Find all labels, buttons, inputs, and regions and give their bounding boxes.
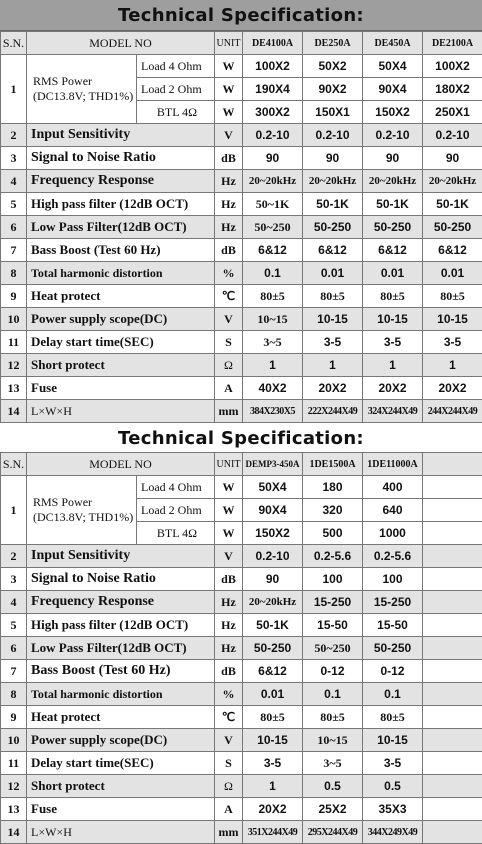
value-cell: 80±5 xyxy=(303,285,363,308)
table-row xyxy=(1,821,482,844)
load-label: BTL 4Ω xyxy=(137,101,215,124)
value-cell: 1000 xyxy=(363,522,423,545)
table-row xyxy=(1,752,482,775)
empty-cell xyxy=(423,798,482,821)
item-label: Bass Boost (Test 60 Hz) xyxy=(27,660,215,683)
value-cell: 20~20kHz xyxy=(303,170,363,193)
empty-cell xyxy=(423,545,482,568)
unit-cell: Hz xyxy=(215,637,243,660)
value-cell: 20~20kHz xyxy=(423,170,482,193)
value-cell: 6&12 xyxy=(243,660,303,683)
value-cell: 6&12 xyxy=(243,239,303,262)
sn-header: S.N. xyxy=(1,453,27,476)
table-row xyxy=(1,331,482,354)
item-label: Signal to Noise Ratio xyxy=(27,147,215,170)
value-cell: 0.5 xyxy=(303,775,363,798)
row-number: 3 xyxy=(1,568,27,591)
unit-cell: % xyxy=(215,262,243,285)
value-cell: 3~5 xyxy=(243,331,303,354)
value-cell: 3-5 xyxy=(363,331,423,354)
table-row xyxy=(1,55,482,78)
unit-cell: W xyxy=(215,522,243,545)
value-cell: 1 xyxy=(423,354,482,377)
table-row xyxy=(1,683,482,706)
value-cell: 400 xyxy=(363,476,423,499)
item-label: Frequency Response xyxy=(27,170,215,193)
load-label: Load 2 Ohm xyxy=(137,78,215,101)
unit-cell: Hz xyxy=(215,216,243,239)
row-number: 12 xyxy=(1,354,27,377)
item-label: Heat protect xyxy=(27,706,215,729)
value-cell: 1 xyxy=(303,354,363,377)
unit-cell: dB xyxy=(215,660,243,683)
unit-cell: dB xyxy=(215,239,243,262)
value-cell: 20X2 xyxy=(303,377,363,400)
load-label: BTL 4Ω xyxy=(137,522,215,545)
row-number: 4 xyxy=(1,591,27,614)
item-label: Heat protect xyxy=(27,285,215,308)
value-cell: 10~15 xyxy=(243,308,303,331)
unit-cell: Ω xyxy=(215,354,243,377)
value-cell: 100X2 xyxy=(423,55,482,78)
value-cell: 15-50 xyxy=(363,614,423,637)
table-row xyxy=(1,476,482,499)
value-cell: 50-1K xyxy=(363,193,423,216)
unit-cell: A xyxy=(215,377,243,400)
table-row xyxy=(1,775,482,798)
table-row xyxy=(1,285,482,308)
value-cell: 0-12 xyxy=(303,660,363,683)
value-cell: 50-250 xyxy=(243,637,303,660)
value-cell: 10-15 xyxy=(243,729,303,752)
value-cell: 150X2 xyxy=(363,101,423,124)
value-cell: 15-250 xyxy=(363,591,423,614)
item-label: Power supply scope(DC) xyxy=(27,308,215,331)
unit-cell: V xyxy=(215,729,243,752)
value-cell: 10-15 xyxy=(363,729,423,752)
table-row xyxy=(1,591,482,614)
value-cell: 1 xyxy=(243,354,303,377)
unit-cell: ℃ xyxy=(215,706,243,729)
table-row xyxy=(1,147,482,170)
value-cell: 100 xyxy=(303,568,363,591)
table-row xyxy=(1,660,482,683)
row-number: 2 xyxy=(1,545,27,568)
empty-cell xyxy=(423,683,482,706)
load-label: Load 4 Ohm xyxy=(137,476,215,499)
unit-cell: W xyxy=(215,55,243,78)
header-row xyxy=(1,32,482,55)
value-cell: 344X249X49 xyxy=(363,821,423,844)
table-row xyxy=(1,614,482,637)
value-cell: 3-5 xyxy=(303,331,363,354)
table-row xyxy=(1,262,482,285)
row-number: 7 xyxy=(1,660,27,683)
value-cell: 20X2 xyxy=(423,377,482,400)
value-cell: 10-15 xyxy=(363,308,423,331)
row-number: 1 xyxy=(1,55,27,124)
empty-cell xyxy=(423,775,482,798)
table-row xyxy=(1,308,482,331)
value-cell: 35X3 xyxy=(363,798,423,821)
row-number: 9 xyxy=(1,285,27,308)
value-cell: 90 xyxy=(423,147,482,170)
item-label: Frequency Response xyxy=(27,591,215,614)
value-cell: 20~20kHz xyxy=(363,170,423,193)
spec-title-bar xyxy=(0,0,482,31)
unit-cell: S xyxy=(215,752,243,775)
spec-table xyxy=(0,452,482,844)
table-row xyxy=(1,400,482,423)
unit-cell: V xyxy=(215,545,243,568)
unit-cell: W xyxy=(215,499,243,522)
item-label: Total harmonic distortion xyxy=(27,262,215,285)
row-number: 6 xyxy=(1,637,27,660)
table-row xyxy=(1,729,482,752)
table-row xyxy=(1,798,482,821)
unit-cell: Hz xyxy=(215,591,243,614)
spec-table xyxy=(0,31,482,423)
value-cell: 0.2-10 xyxy=(303,124,363,147)
value-cell: 0.5 xyxy=(363,775,423,798)
unit-cell: ℃ xyxy=(215,285,243,308)
value-cell: 324X244X49 xyxy=(363,400,423,423)
value-cell: 320 xyxy=(303,499,363,522)
value-cell: 6&12 xyxy=(303,239,363,262)
item-label: L×W×H xyxy=(27,400,215,423)
value-cell: 50-250 xyxy=(303,216,363,239)
load-label: Load 2 Ohm xyxy=(137,499,215,522)
row-number: 12 xyxy=(1,775,27,798)
item-label: Total harmonic distortion xyxy=(27,683,215,706)
table-row xyxy=(1,193,482,216)
value-cell: 1 xyxy=(363,354,423,377)
value-cell: 50X4 xyxy=(243,476,303,499)
model-column-header: DEMP3-450A xyxy=(243,453,303,476)
item-label: High pass filter (12dB OCT) xyxy=(27,193,215,216)
value-cell: 0.01 xyxy=(303,262,363,285)
spec-sheet-1 xyxy=(0,0,482,421)
empty-cell xyxy=(423,729,482,752)
empty-cell xyxy=(423,706,482,729)
empty-cell xyxy=(423,453,482,476)
value-cell: 20X2 xyxy=(243,798,303,821)
value-cell: 50~250 xyxy=(243,216,303,239)
value-cell: 0.01 xyxy=(363,262,423,285)
empty-cell xyxy=(423,568,482,591)
empty-cell xyxy=(423,522,482,545)
table-row xyxy=(1,377,482,400)
item-label: Fuse xyxy=(27,798,215,821)
value-cell: 3-5 xyxy=(363,752,423,775)
value-cell: 25X2 xyxy=(303,798,363,821)
value-cell: 80±5 xyxy=(303,706,363,729)
value-cell: 90X4 xyxy=(243,499,303,522)
value-cell: 351X244X49 xyxy=(243,821,303,844)
item-label: Delay start time(SEC) xyxy=(27,752,215,775)
value-cell: 0.01 xyxy=(243,683,303,706)
table-row xyxy=(1,354,482,377)
unit-cell: dB xyxy=(215,147,243,170)
table-row xyxy=(1,170,482,193)
model-column-header: 1DE11000A xyxy=(363,453,423,476)
row-number: 1 xyxy=(1,476,27,545)
value-cell: 50-250 xyxy=(423,216,482,239)
value-cell: 0.2-5.6 xyxy=(363,545,423,568)
row-number: 14 xyxy=(1,400,27,423)
value-cell: 0.1 xyxy=(303,683,363,706)
row-number: 5 xyxy=(1,614,27,637)
value-cell: 190X4 xyxy=(243,78,303,101)
item-label: Fuse xyxy=(27,377,215,400)
value-cell: 640 xyxy=(363,499,423,522)
value-cell: 0.1 xyxy=(243,262,303,285)
table-row xyxy=(1,239,482,262)
unit-cell: W xyxy=(215,101,243,124)
empty-cell xyxy=(423,637,482,660)
row-number: 2 xyxy=(1,124,27,147)
value-cell: 80±5 xyxy=(243,706,303,729)
item-label: Bass Boost (Test 60 Hz) xyxy=(27,239,215,262)
empty-cell xyxy=(423,591,482,614)
model-column-header: DE4100A xyxy=(243,32,303,55)
model-header: MODEL NO xyxy=(27,32,215,55)
value-cell: 50-250 xyxy=(363,216,423,239)
unit-header: UNIT xyxy=(215,453,243,476)
value-cell: 100X2 xyxy=(243,55,303,78)
item-label: Power supply scope(DC) xyxy=(27,729,215,752)
row-number: 11 xyxy=(1,331,27,354)
unit-cell: V xyxy=(215,124,243,147)
header-row xyxy=(1,453,482,476)
row-number: 7 xyxy=(1,239,27,262)
model-header: MODEL NO xyxy=(27,453,215,476)
item-label: Low Pass Filter(12dB OCT) xyxy=(27,216,215,239)
spec-sheet-2 xyxy=(0,424,482,843)
value-cell: 0.2-10 xyxy=(423,124,482,147)
value-cell: 0.1 xyxy=(363,683,423,706)
value-cell: 150X2 xyxy=(243,522,303,545)
table-row xyxy=(1,216,482,239)
spec-title: Technical Specification: xyxy=(118,428,364,449)
value-cell: 10-15 xyxy=(423,308,482,331)
value-cell: 90 xyxy=(303,147,363,170)
spec-title-bar xyxy=(0,424,482,452)
value-cell: 0.2-10 xyxy=(243,124,303,147)
row-number: 5 xyxy=(1,193,27,216)
spec-title: Technical Specification: xyxy=(118,5,364,26)
table-row xyxy=(1,545,482,568)
table-row xyxy=(1,706,482,729)
item-label: Signal to Noise Ratio xyxy=(27,568,215,591)
value-cell: 100 xyxy=(363,568,423,591)
unit-cell: V xyxy=(215,308,243,331)
empty-cell xyxy=(423,476,482,499)
value-cell: 90 xyxy=(243,147,303,170)
item-label: High pass filter (12dB OCT) xyxy=(27,614,215,637)
unit-cell: W xyxy=(215,78,243,101)
unit-cell: dB xyxy=(215,568,243,591)
row-number: 13 xyxy=(1,798,27,821)
unit-cell: mm xyxy=(215,821,243,844)
value-cell: 50X2 xyxy=(303,55,363,78)
value-cell: 6&12 xyxy=(363,239,423,262)
value-cell: 250X1 xyxy=(423,101,482,124)
value-cell: 80±5 xyxy=(423,285,482,308)
row-number: 9 xyxy=(1,706,27,729)
value-cell: 150X1 xyxy=(303,101,363,124)
unit-cell: % xyxy=(215,683,243,706)
value-cell: 50-1K xyxy=(243,614,303,637)
value-cell: 50-1K xyxy=(423,193,482,216)
item-label: Low Pass Filter(12dB OCT) xyxy=(27,637,215,660)
value-cell: 0-12 xyxy=(363,660,423,683)
value-cell: 50~1K xyxy=(243,193,303,216)
value-cell: 500 xyxy=(303,522,363,545)
value-cell: 1 xyxy=(243,775,303,798)
value-cell: 20~20kHz xyxy=(243,591,303,614)
empty-cell xyxy=(423,752,482,775)
item-label: Short protect xyxy=(27,775,215,798)
item-label: Input Sensitivity xyxy=(27,545,215,568)
unit-cell: Hz xyxy=(215,170,243,193)
item-label: L×W×H xyxy=(27,821,215,844)
row-number: 8 xyxy=(1,262,27,285)
value-cell: 10-15 xyxy=(303,308,363,331)
value-cell: 384X230X5 xyxy=(243,400,303,423)
value-cell: 0.2-10 xyxy=(363,124,423,147)
model-column-header: DE2100A xyxy=(423,32,482,55)
model-column-header: DE450A xyxy=(363,32,423,55)
value-cell: 295X244X49 xyxy=(303,821,363,844)
value-cell: 20X2 xyxy=(363,377,423,400)
item-label: Delay start time(SEC) xyxy=(27,331,215,354)
value-cell: 90X2 xyxy=(303,78,363,101)
model-column-header: 1DE1500A xyxy=(303,453,363,476)
value-cell: 0.2-10 xyxy=(243,545,303,568)
empty-cell xyxy=(423,614,482,637)
value-cell: 90X4 xyxy=(363,78,423,101)
model-column-header: DE250A xyxy=(303,32,363,55)
value-cell: 50-250 xyxy=(363,637,423,660)
unit-cell: S xyxy=(215,331,243,354)
unit-cell: A xyxy=(215,798,243,821)
value-cell: 80±5 xyxy=(363,706,423,729)
value-cell: 6&12 xyxy=(423,239,482,262)
value-cell: 3-5 xyxy=(243,752,303,775)
value-cell: 50X4 xyxy=(363,55,423,78)
row-number: 10 xyxy=(1,729,27,752)
unit-header: UNIT xyxy=(215,32,243,55)
value-cell: 80±5 xyxy=(243,285,303,308)
value-cell: 10~15 xyxy=(303,729,363,752)
table-row xyxy=(1,568,482,591)
value-cell: 20~20kHz xyxy=(243,170,303,193)
table-row xyxy=(1,637,482,660)
value-cell: 40X2 xyxy=(243,377,303,400)
value-cell: 3~5 xyxy=(303,752,363,775)
row-number: 10 xyxy=(1,308,27,331)
load-label: Load 4 Ohm xyxy=(137,55,215,78)
row-number: 3 xyxy=(1,147,27,170)
item-label: RMS Power (DC13.8V; THD1%) xyxy=(27,476,137,545)
unit-cell: Hz xyxy=(215,193,243,216)
value-cell: 50-1K xyxy=(303,193,363,216)
row-number: 8 xyxy=(1,683,27,706)
value-cell: 80±5 xyxy=(363,285,423,308)
row-number: 6 xyxy=(1,216,27,239)
empty-cell xyxy=(423,499,482,522)
value-cell: 90 xyxy=(243,568,303,591)
table-row xyxy=(1,124,482,147)
empty-cell xyxy=(423,660,482,683)
unit-cell: W xyxy=(215,476,243,499)
item-label: RMS Power (DC13.8V; THD1%) xyxy=(27,55,137,124)
row-number: 4 xyxy=(1,170,27,193)
value-cell: 3-5 xyxy=(423,331,482,354)
row-number: 14 xyxy=(1,821,27,844)
item-label: Input Sensitivity xyxy=(27,124,215,147)
item-label: Short protect xyxy=(27,354,215,377)
value-cell: 15-50 xyxy=(303,614,363,637)
value-cell: 300X2 xyxy=(243,101,303,124)
unit-cell: mm xyxy=(215,400,243,423)
sn-header: S.N. xyxy=(1,32,27,55)
value-cell: 15-250 xyxy=(303,591,363,614)
row-number: 13 xyxy=(1,377,27,400)
unit-cell: Ω xyxy=(215,775,243,798)
value-cell: 90 xyxy=(363,147,423,170)
value-cell: 180 xyxy=(303,476,363,499)
unit-cell: Hz xyxy=(215,614,243,637)
value-cell: 0.01 xyxy=(423,262,482,285)
empty-cell xyxy=(423,821,482,844)
value-cell: 244X244X49 xyxy=(423,400,482,423)
value-cell: 180X2 xyxy=(423,78,482,101)
value-cell: 50~250 xyxy=(303,637,363,660)
row-number: 11 xyxy=(1,752,27,775)
value-cell: 222X244X49 xyxy=(303,400,363,423)
value-cell: 0.2-5.6 xyxy=(303,545,363,568)
